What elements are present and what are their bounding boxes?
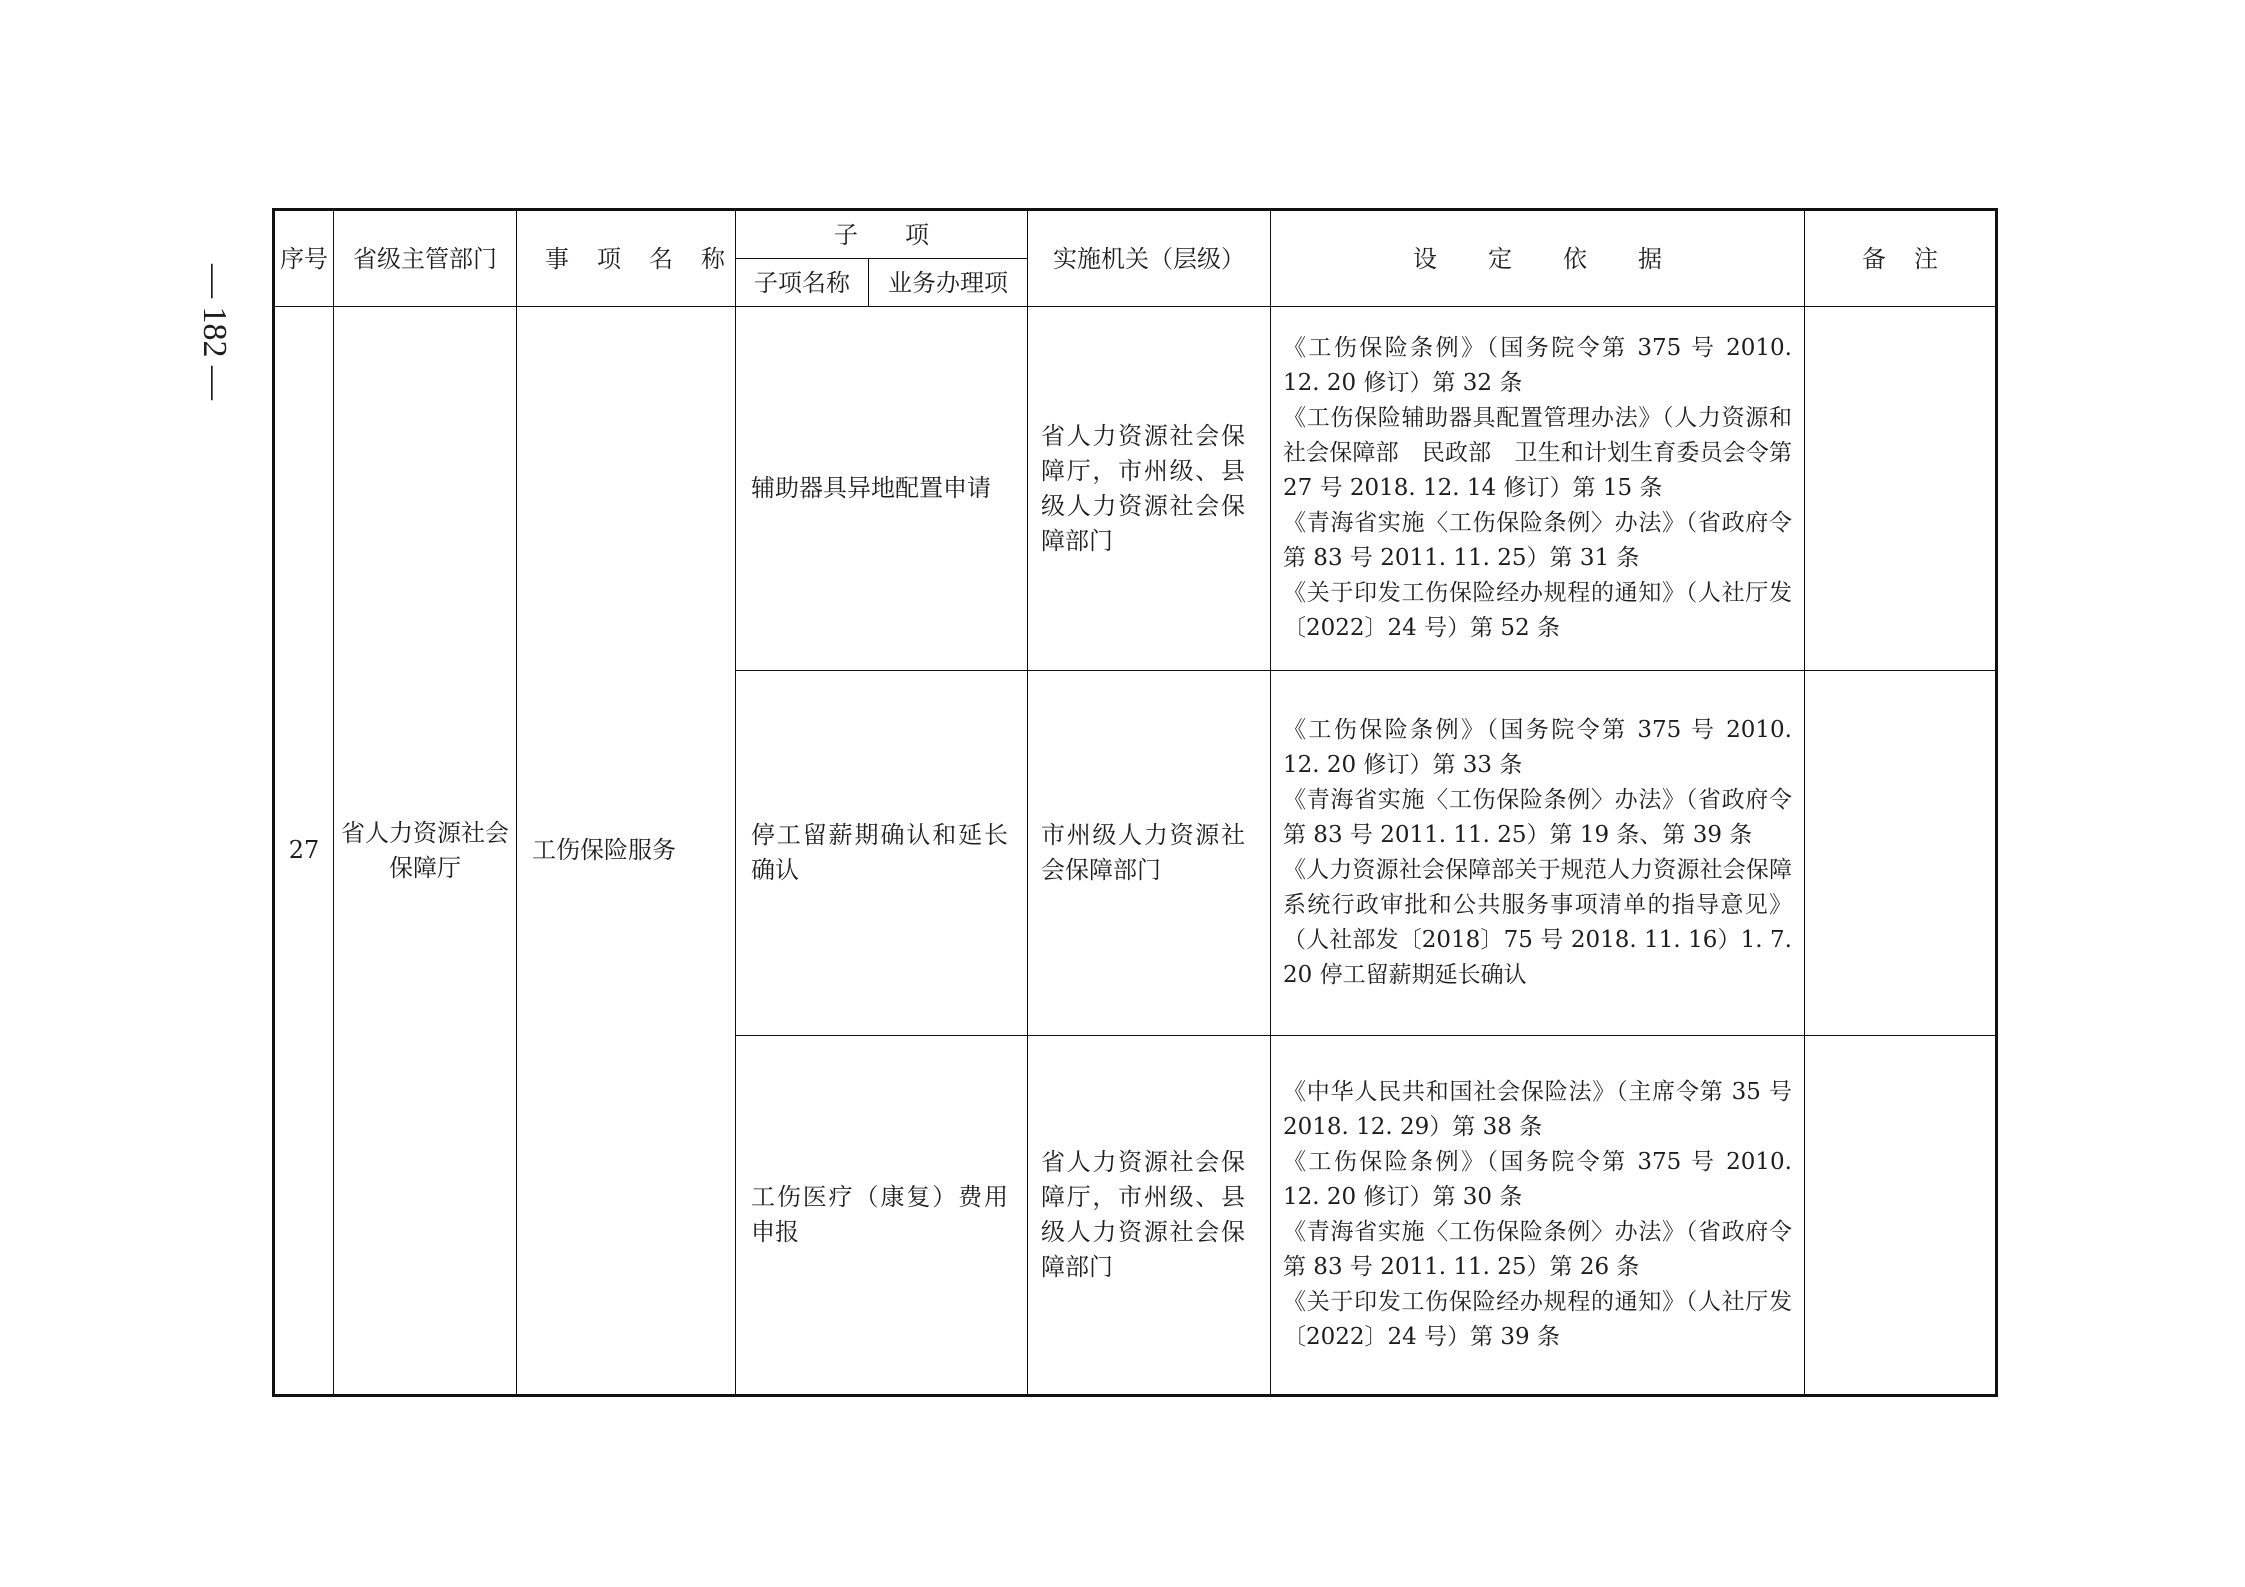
sub-item-agency: 省人力资源社会保障厅，市州级、县级人力资源社会保障部门	[1028, 307, 1271, 671]
header-basis-cell	[1271, 210, 1805, 307]
header-item-name: 事项名称	[545, 244, 753, 273]
basis-entry: 《工伤保险条例》（国务院令第 375 号 2010. 12. 20 修订）第 33 条	[1283, 717, 1792, 778]
header-sub-item: 子项	[834, 220, 976, 249]
header-item-name-cell	[517, 210, 753, 307]
header-agency: 实施机关（层级）	[1028, 210, 1271, 307]
header-remarks: 备注	[1862, 244, 1966, 273]
header-seq: 序号	[274, 210, 334, 307]
sub-item-remarks	[1805, 1036, 1997, 1396]
table-row	[274, 307, 1997, 671]
sub-item-basis	[1271, 671, 1805, 1036]
sub-item-basis	[1271, 307, 1805, 671]
service-item-table	[272, 208, 1998, 1397]
basis-entry: 《关于印发工伤保险经办规程的通知》（人社厅发〔2022〕24 号）第 39 条	[1283, 1289, 1792, 1350]
record-item-name: 工伤保险服务	[517, 307, 736, 1396]
sub-item-agency: 省人力资源社会保障厅，市州级、县级人力资源社会保障部门	[1028, 1036, 1271, 1396]
sub-item-remarks	[1805, 307, 1997, 671]
basis-entry: 《青海省实施〈工伤保险条例〉办法》（省政府令第 83 号 2011. 11. 25）第 31 条	[1283, 510, 1792, 571]
record-department: 省人力资源社会保障厅	[334, 307, 517, 1396]
sub-item-agency: 市州级人力资源社会保障部门	[1028, 671, 1271, 1036]
header-sub-name: 子项名称	[736, 259, 869, 307]
header-sub-item-cell	[736, 210, 1028, 259]
header-remarks-cell	[1805, 210, 1997, 307]
sub-item-name: 停工留薪期确认和延长确认	[736, 671, 1028, 1036]
basis-entry: 《工伤保险条例》（国务院令第 375 号 2010. 12. 20 修订）第 30 条	[1283, 1149, 1792, 1210]
basis-entry: 《工伤保险条例》（国务院令第 375 号 2010. 12. 20 修订）第 32 条	[1283, 335, 1792, 396]
header-row	[274, 210, 1997, 259]
basis-entry: 《青海省实施〈工伤保险条例〉办法》（省政府令第 83 号 2011. 11. 25）第 26 条	[1283, 1219, 1792, 1280]
record-seq: 27	[274, 307, 334, 1396]
sub-item-remarks	[1805, 671, 1997, 1036]
header-basis: 设定依据	[1413, 244, 1713, 273]
sub-item-name: 工伤医疗（康复）费用申报	[736, 1036, 1028, 1396]
basis-entry: 《中华人民共和国社会保险法》（主席令第 35 号 2018. 12. 29）第 38 条	[1283, 1079, 1792, 1140]
header-department: 省级主管部门	[334, 210, 517, 307]
basis-entry: 《工伤保险辅助器具配置管理办法》（人力资源和社会保障部 民政部 卫生和计划生育委员会令第 27 号 2018. 12. 14 修订）第 15 条	[1283, 405, 1792, 501]
basis-entry: 《关于印发工伤保险经办规程的通知》（人社厅发〔2022〕24 号）第 52 条	[1283, 580, 1792, 641]
sub-item-name: 辅助器具异地配置申请	[736, 307, 1028, 671]
page-number: — 182 —	[196, 264, 233, 400]
basis-entry: 《人力资源社会保障部关于规范人力资源社会保障系统行政审批和公共服务事项清单的指导意见》（人社部发〔2018〕75 号 2018. 11. 16）1. 7. 20 停工留薪期延长确认	[1283, 857, 1792, 988]
sub-item-basis	[1271, 1036, 1805, 1396]
basis-entry: 《青海省实施〈工伤保险条例〉办法》（省政府令第 83 号 2011. 11. 25）第 19 条、第 39 条	[1283, 787, 1792, 848]
header-business: 业务办理项	[869, 259, 1028, 307]
